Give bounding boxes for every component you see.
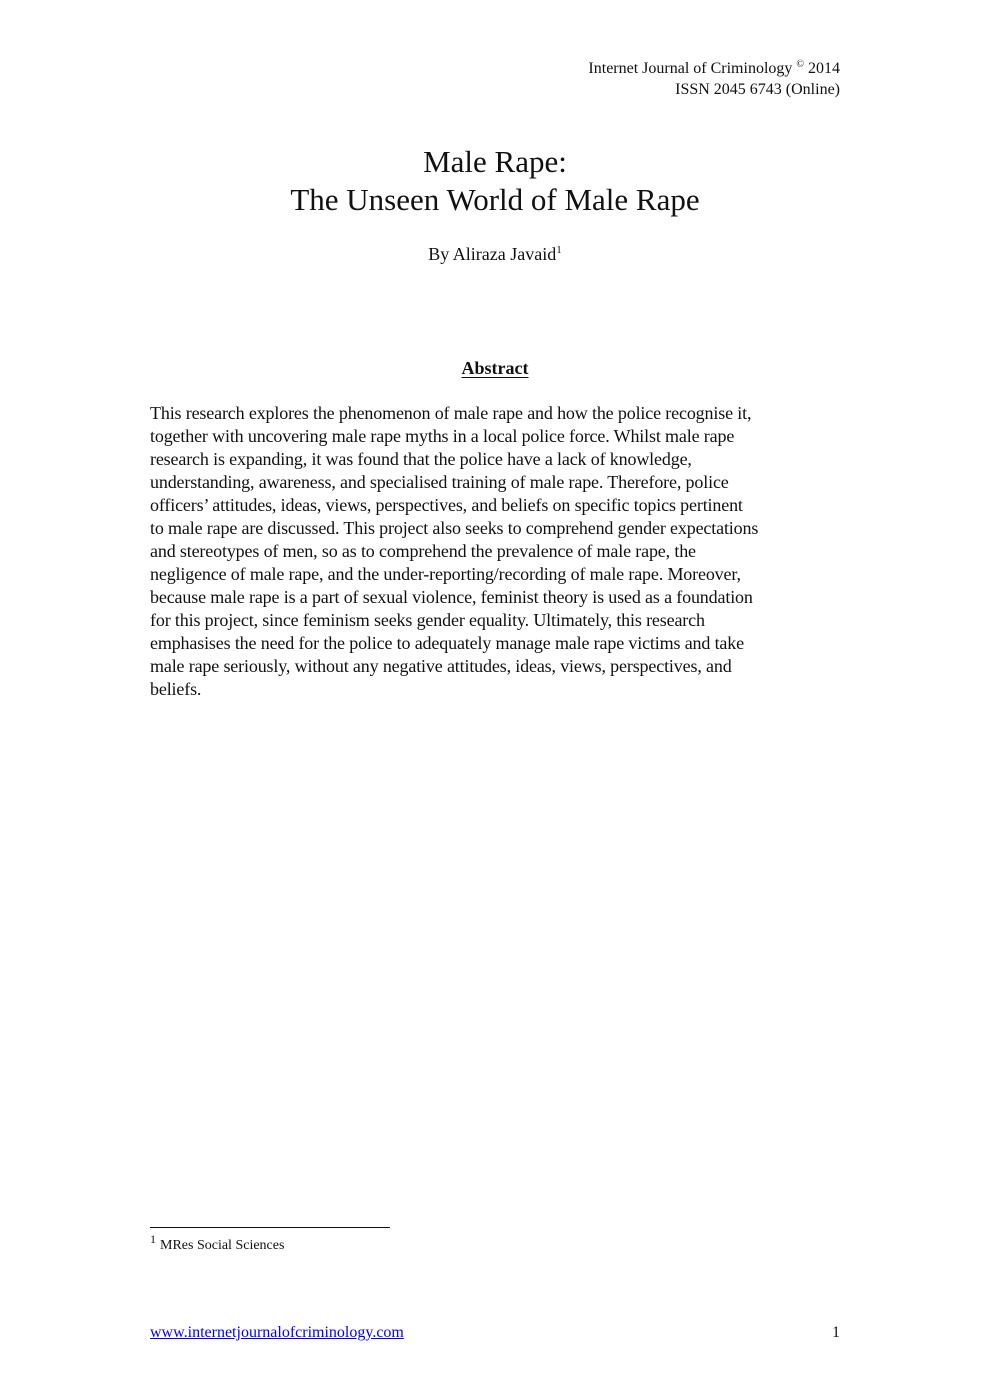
article-title: [0, 143, 990, 219]
abstract-line: together with uncovering male rape myths in a local police force. Whilst male rape: [150, 426, 735, 446]
author-footnote-marker: 1: [556, 244, 562, 256]
abstract-line: and stereotypes of men, so as to comprehend the prevalence of male rape, the: [150, 541, 696, 561]
copyright-symbol: ©: [796, 59, 804, 70]
abstract-line: male rape seriously, without any negative attitudes, ideas, views, perspectives, and: [150, 656, 732, 676]
abstract-line: emphasises the need for the police to adequately manage male rape victims and take: [150, 633, 744, 653]
abstract-line: officers’ attitudes, ideas, views, perspectives, and beliefs on specific topics pertinent: [150, 495, 743, 515]
footnote-separator: [150, 1227, 390, 1228]
author-byline: [0, 242, 990, 266]
abstract-line: to male rape are discussed. This project also seeks to comprehend gender expectations: [150, 518, 759, 538]
journal-year: 2014: [808, 60, 840, 77]
abstract-line: This research explores the phenomenon of male rape and how the police recognise it,: [150, 403, 752, 423]
page-footer: [150, 1323, 840, 1343]
footnote: [150, 1232, 285, 1256]
running-header: [588, 58, 840, 100]
journal-line: [588, 58, 840, 79]
abstract-line: because male rape is a part of sexual violence, feminist theory is used as a foundation: [150, 587, 753, 607]
abstract-line: for this project, since feminism seeks gender equality. Ultimately, this research: [150, 610, 705, 630]
abstract-line: understanding, awareness, and specialised training of male rape. Therefore, police: [150, 472, 729, 492]
abstract-line: research is expanding, it was found that the police have a lack of knowledge,: [150, 449, 692, 469]
abstract-heading: [0, 356, 990, 380]
title-line-2: The Unseen World of Male Rape: [290, 182, 700, 217]
title-line-1: Male Rape:: [423, 144, 567, 179]
abstract-body: [150, 402, 850, 701]
journal-name: Internet Journal of Criminology: [588, 60, 793, 77]
journal-website-link[interactable]: www.internetjournalofcriminology.com: [150, 1324, 404, 1341]
abstract-line: negligence of male rape, and the under-reporting/recording of male rape. Moreover,: [150, 564, 741, 584]
page-number: 1: [832, 1324, 840, 1341]
abstract-heading-text: Abstract: [461, 358, 529, 378]
issn-line: ISSN 2045 6743 (Online): [675, 81, 840, 98]
footnote-text: MRes Social Sciences: [160, 1238, 285, 1253]
abstract-line: beliefs.: [150, 679, 202, 699]
author-name: By Aliraza Javaid: [428, 244, 557, 264]
footnote-marker: 1: [150, 1232, 156, 1246]
